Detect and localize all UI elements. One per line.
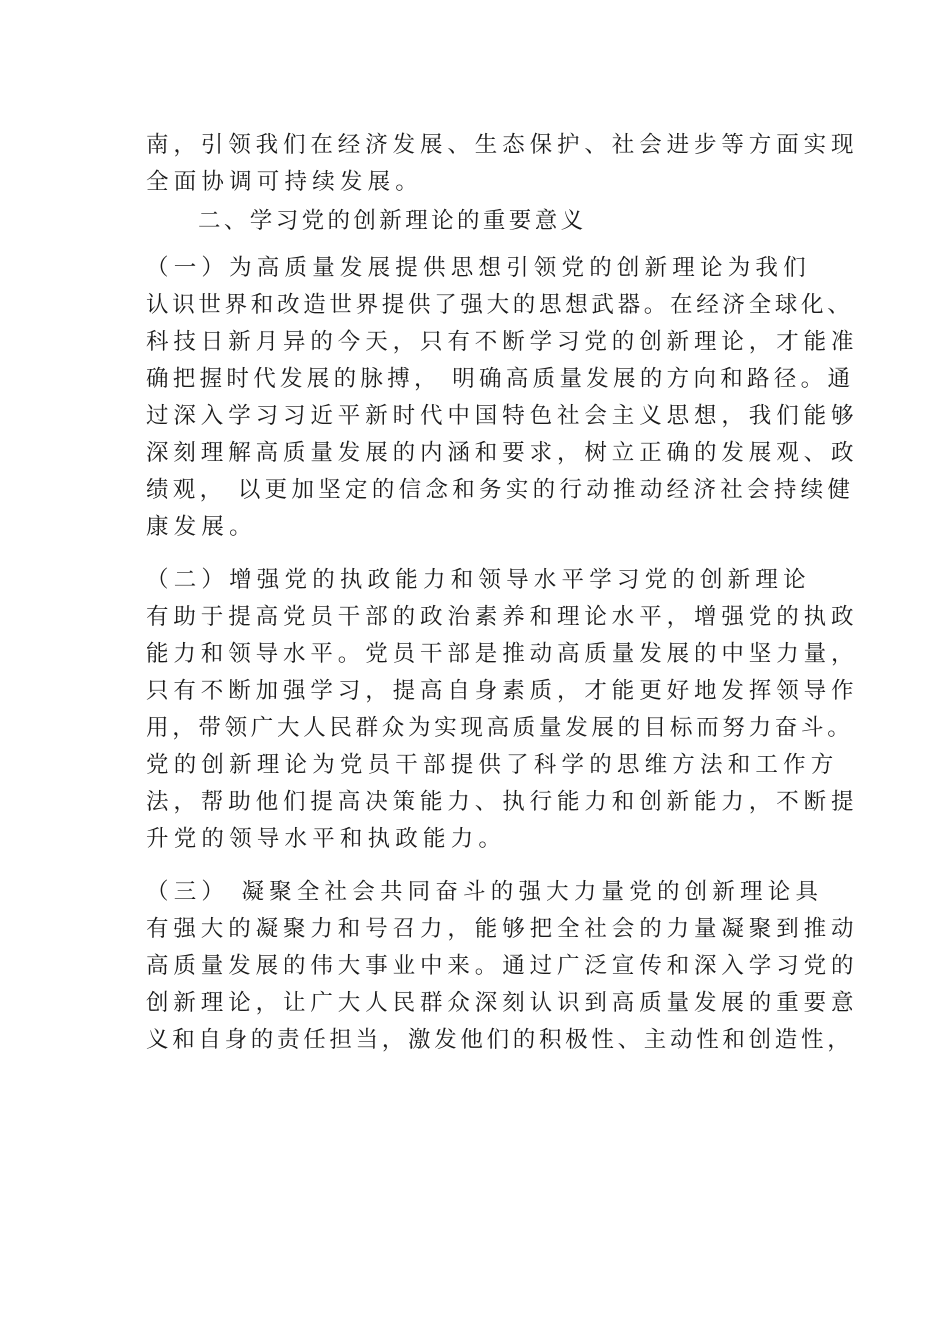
paragraph-1-line: 康发展。 [146, 514, 257, 540]
paragraph-3-line: 有强大的凝聚力和号召力，能够把全社会的力量凝聚到推动 [146, 916, 859, 942]
paragraph-3-line: 义和自身的责任担当，激发他们的积极性、主动性和创造性， [146, 1027, 854, 1053]
paragraph-2-line: 升党的领导水平和执政能力。 [146, 826, 507, 852]
paragraph-2-line: 有助于提高党员干部的政治素养和理论水平，增强党的执政 [146, 604, 859, 630]
paragraph-3-line: （三） 凝聚全社会共同奋斗的强大力量党的创新理论具 [146, 879, 824, 905]
paragraph-2-line: 用，带领广大人民群众为实现高质量发展的目标而努力奋斗。 [146, 715, 854, 741]
paragraph-1-line: 过深入学习习近平新时代中国特色社会主义思想，我们能够 [146, 403, 859, 429]
paragraph-2-line: （二）增强党的执政能力和领导水平学习党的创新理论 [146, 567, 811, 593]
paragraph-3-line: 创新理论，让广大人民群众深刻认识到高质量发展的重要意 [146, 990, 859, 1016]
paragraph-1-line: 深刻理解高质量发展的内涵和要求，树立正确的发展观、政 [146, 440, 859, 466]
paragraph-1-line: 确把握时代发展的脉搏， 明确高质量发展的方向和路径。通 [146, 366, 855, 392]
paragraph-2-line: 党的创新理论为党员干部提供了科学的思维方法和工作方 [146, 752, 839, 778]
paragraph-3-line: 高质量发展的伟大事业中来。通过广泛宣传和深入学习党的 [146, 953, 859, 979]
paragraph-1-line: 科技日新月异的今天，只有不断学习党的创新理论，才能准 [146, 329, 859, 355]
paragraph-1-line: 绩观， 以更加坚定的信念和务实的行动推动经济社会持续健 [146, 477, 855, 503]
paragraph-2-line: 能力和领导水平。党员干部是推动高质量发展的中坚力量， [146, 641, 859, 667]
continuation-line: 全面协调可持续发展。 [146, 169, 424, 195]
section-heading: 二、学习党的创新理论的重要意义 [198, 208, 587, 234]
continuation-line: 南，引领我们在经济发展、生态保护、社会进步等方面实现 [146, 132, 859, 158]
paragraph-2-line: 只有不断加强学习，提高自身素质，才能更好地发挥领导作 [146, 678, 859, 704]
paragraph-1-line: 认识世界和改造世界提供了强大的思想武器。在经济全球化、 [146, 292, 854, 318]
paragraph-1-line: （一）为高质量发展提供思想引领党的创新理论为我们 [146, 255, 811, 281]
paragraph-2-line: 法，帮助他们提高决策能力、执行能力和创新能力，不断提 [146, 789, 859, 815]
